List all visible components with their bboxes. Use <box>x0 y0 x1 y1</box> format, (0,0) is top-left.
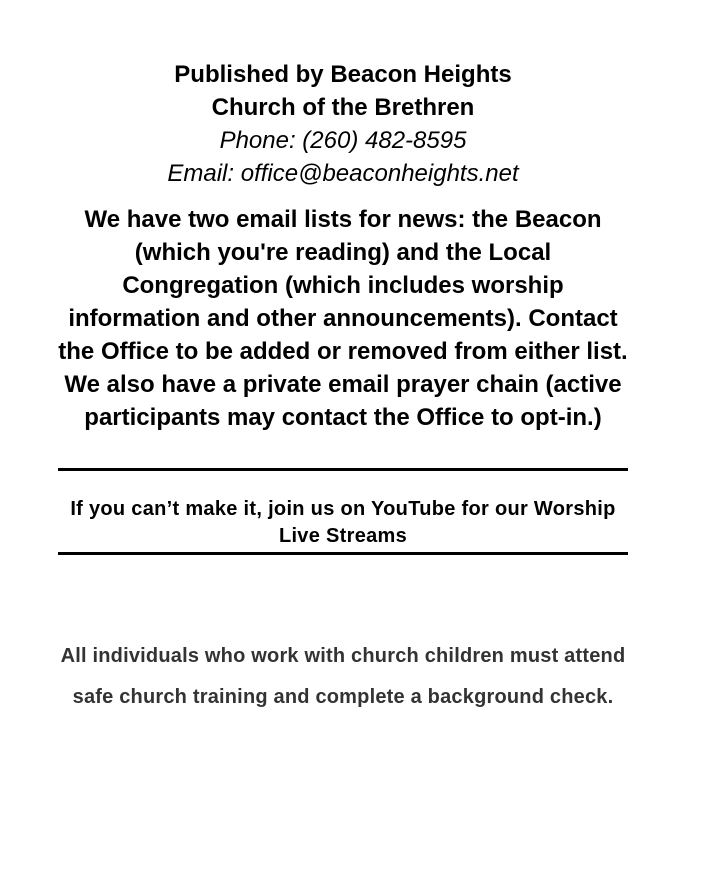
youtube-notice: If you can’t make it, join us on YouTube for our Worship Live Streams <box>70 498 616 547</box>
publisher-line-1: Published by Beacon Heights <box>174 61 512 88</box>
publisher-line-2: Church of the Brethren <box>211 94 475 121</box>
publisher-email: Email: office@beaconheights.net <box>167 160 519 187</box>
publisher-phone: Phone: (260) 482-8595 <box>219 127 467 154</box>
publisher-info <box>58 58 628 190</box>
divider-top <box>58 468 628 471</box>
email-lists-notice: We have two email lists for news: the Beacon (which you're reading) and the Local Congregation (which includes worship information and other announcements). Contact the Office to be added or removed from either list. We also have a private email prayer chain (active participants may contact the Office to opt-in.) <box>58 206 628 431</box>
safe-church-notice: All individuals who work with church children must attend safe church training and complete a background check. <box>60 645 626 708</box>
divider-bottom <box>58 552 628 555</box>
